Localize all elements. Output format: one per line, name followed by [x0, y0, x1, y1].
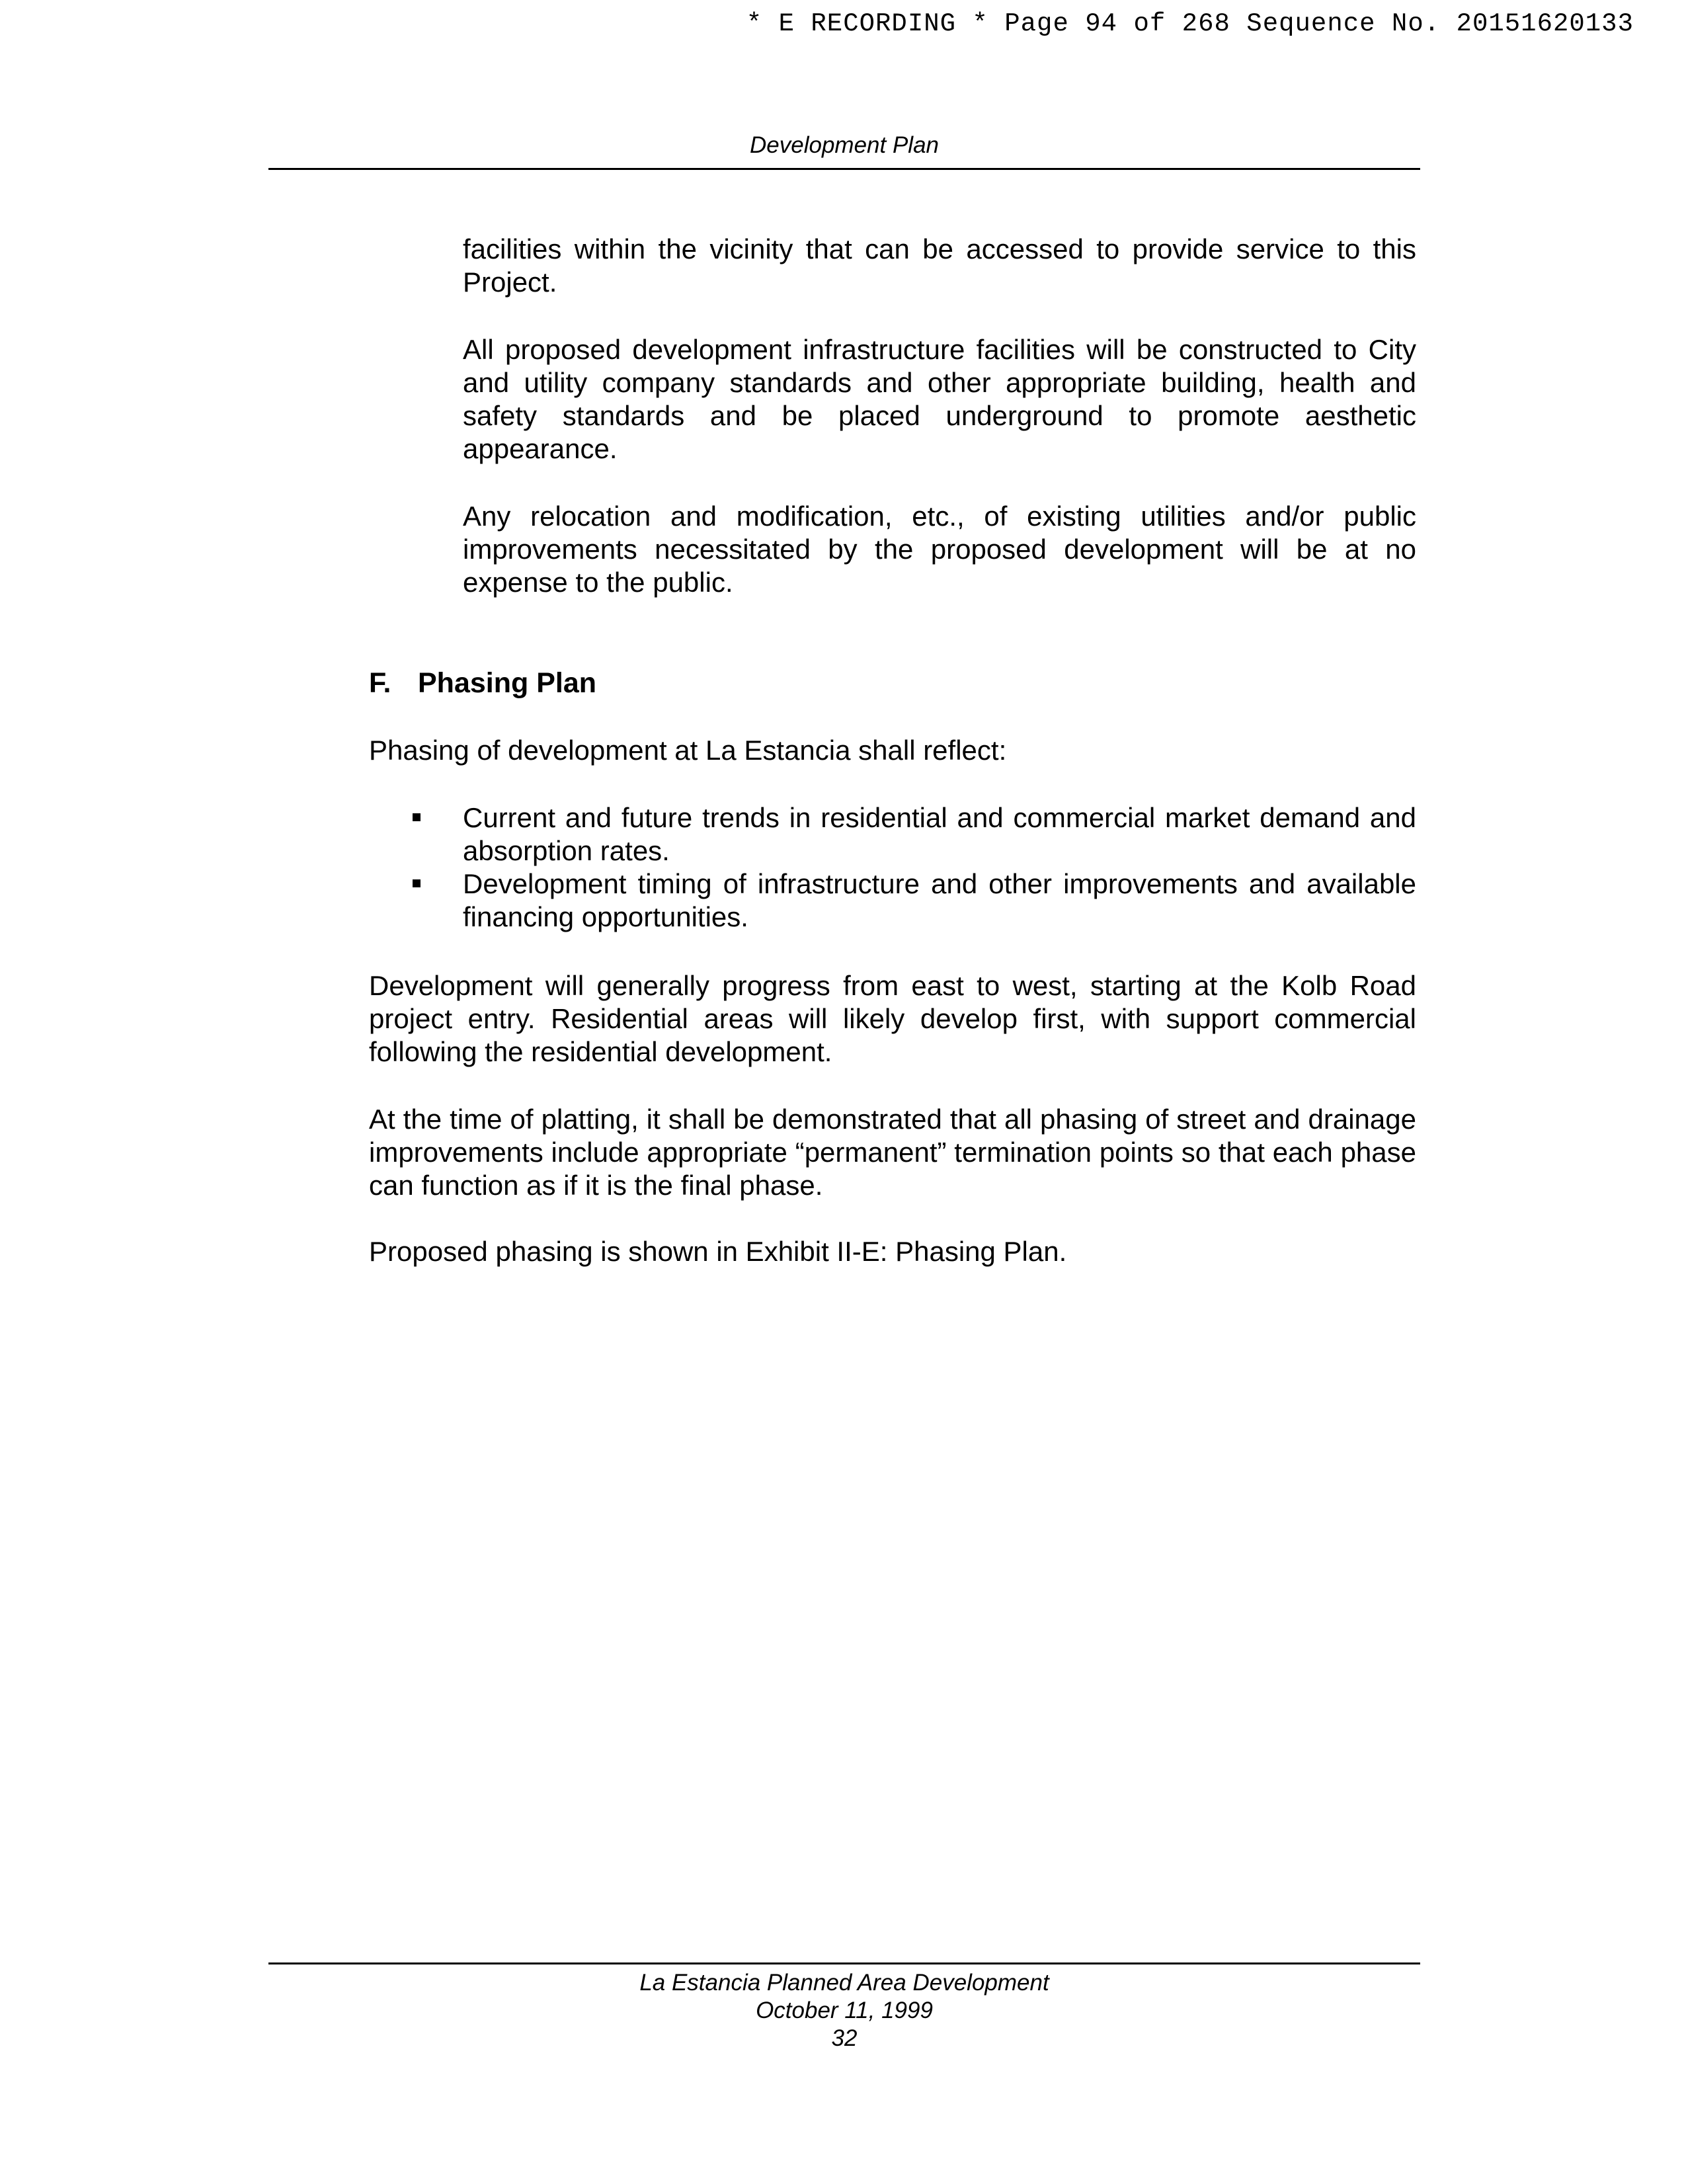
list-item-text: Development timing of infrastructure and other improvements and available financing opportunities.	[463, 868, 1416, 932]
paragraph-exhibit-reference: Proposed phasing is shown in Exhibit II-E: Phasing Plan.	[369, 1236, 1067, 1267]
page-footer	[268, 1969, 1420, 2052]
bullet-square-icon	[413, 879, 421, 887]
list-item	[413, 801, 1416, 868]
running-header: Development Plan	[750, 132, 939, 158]
paragraph-continued: facilities within the vicinity that can be accessed to provide service to this Project.	[463, 233, 1416, 298]
paragraph-infrastructure-standards: All proposed development infrastructure facilities will be constructed to City and utility company standards and other appropriate building, health and safety standards and be placed underground to promote aesthetic appearance.	[463, 334, 1416, 464]
footer-document-title: La Estancia Planned Area Development	[639, 1970, 1049, 1996]
section-title: Phasing Plan	[418, 667, 597, 699]
bullet-square-icon	[413, 813, 421, 821]
section-number: F.	[369, 667, 391, 699]
list-item-text: Current and future trends in residential and commercial market demand and absorption rates.	[463, 802, 1416, 866]
header-rule	[268, 168, 1420, 170]
phasing-intro: Phasing of development at La Estancia shall reflect:	[369, 735, 1007, 766]
footer-rule	[268, 1962, 1420, 1964]
footer-date: October 11, 1999	[756, 1998, 933, 2023]
paragraph-platting: At the time of platting, it shall be demonstrated that all phasing of street and drainage improvements include appropriate “permanent” termination points so that each phase can function as if it is the final phase.	[369, 1104, 1416, 1201]
phasing-criteria-list	[413, 801, 1416, 934]
recording-stamp: * E RECORDING * Page 94 of 268 Sequence No. 20151620133	[746, 9, 1634, 38]
footer-page-number: 32	[831, 2025, 858, 2051]
paragraph-progression: Development will generally progress from east to west, starting at the Kolb Road project entry. Residential areas will likely develop first, with support commercial following the residential development.	[369, 970, 1416, 1067]
section-heading	[369, 667, 596, 700]
paragraph-relocation: Any relocation and modification, etc., of existing utilities and/or public improvements necessitated by the proposed development will be at no expense to the public.	[463, 501, 1416, 598]
list-item	[413, 868, 1416, 934]
